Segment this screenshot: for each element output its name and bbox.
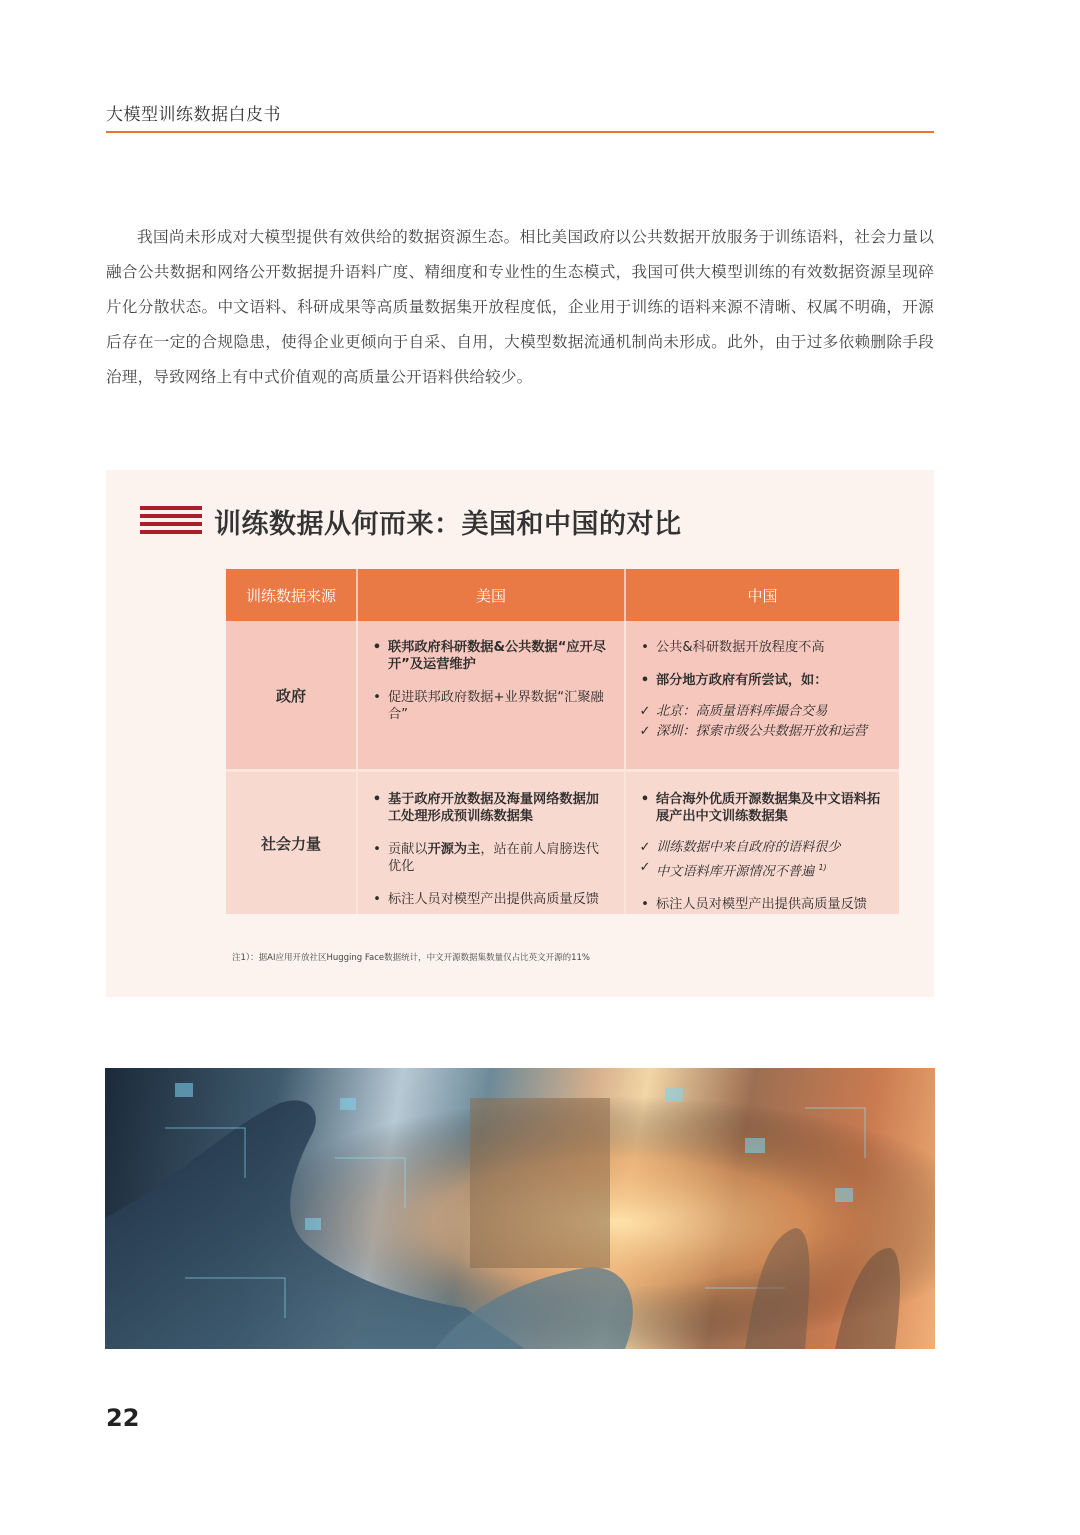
header-cn: 中国 (625, 569, 899, 621)
check-item: ✓ 深圳：探索市级公共数据开放和运营 (634, 723, 887, 740)
check-item: ✓ 中文语料库开源情况不普遍 $^{1)}$ (634, 859, 887, 880)
header-source: 训练数据来源 (226, 569, 357, 621)
list-item: • 公共&科研数据开放程度不高 (641, 640, 825, 655)
footnote-mark: 1) (818, 863, 827, 872)
page-number: 22 (106, 1404, 140, 1432)
header-rule (106, 131, 934, 133)
row-label-government: 政府 (226, 621, 357, 771)
list-item: • 部分地方政府有所尝试，如： (640, 673, 828, 688)
table-row-society (226, 771, 899, 915)
check-icon: ✓ (639, 704, 651, 719)
check-item: ✓ 训练数据中来自政府的语料很少 (634, 839, 887, 856)
comparison-panel (106, 470, 934, 997)
striped-flag-icon (140, 506, 202, 542)
digital-hand-chip-image (105, 1068, 935, 1349)
list-item: • 联邦政府科研数据&公共数据“应开尽开”及运营维护 (372, 640, 606, 672)
list-item: • 促进联邦政府数据+业界数据“汇聚融合” (373, 690, 604, 722)
list-item: • 基于政府开放数据及海量网络数据加工处理形成预训练数据集 (372, 792, 599, 824)
panel-title: 训练数据从何而来：美国和中国的对比 (214, 509, 682, 540)
table-row-government (226, 621, 899, 771)
row-label-society: 社会力量 (226, 771, 357, 915)
header-us: 美国 (357, 569, 625, 621)
list-item: • 标注人员对模型产出提供高质量反馈 (641, 897, 867, 913)
cell-us-government (357, 621, 625, 771)
comparison-table (226, 569, 899, 914)
cell-cn-government (625, 621, 899, 771)
body-paragraph: 我国尚未形成对大模型提供有效供给的数据资源生态。相比美国政府以公共数据开放服务于训练语料，社会力量以融合公共数据和网络公开数据提升语料广度、精细度和专业性的生态模式，我国可供大模型训练的有效数据资源呈现碎片化分散状态。中文语料、科研成果等高质量数据集开放程度低，企业用于训练的语料来源不清晰、权属不明确，开源后存在一定的合规隐患，使得企业更倾向于自采、自用，大模型数据流通机制尚未形成。此外，由于过多依赖删除手段治理，导致网络上有中式价值观的高质量公开语料供给较少。 (106, 228, 934, 386)
list-item: • 贡献以开源为主，站在前人肩膀迭代优化 (373, 842, 599, 874)
check-item: ✓ 北京：高质量语料库撮合交易 (634, 703, 887, 720)
check-icon: ✓ (639, 724, 651, 739)
table-footnote: 注1）：据AI应用开放社区Hugging Face数据统计，中文开源数据集数量仅占比英文开源的11% (232, 953, 591, 963)
list-item: • 标注人员对模型产出提供高质量反馈 (373, 892, 599, 907)
cell-cn-society (625, 771, 899, 915)
table-header-row (226, 569, 899, 621)
cell-us-society (357, 771, 625, 915)
check-icon: ✓ (639, 840, 651, 855)
list-item: • 结合海外优质开源数据集及中文语料拓展产出中文训练数据集 (640, 792, 881, 824)
header-title: 大模型训练数据白皮书 (106, 105, 281, 125)
check-icon: ✓ (639, 860, 651, 875)
